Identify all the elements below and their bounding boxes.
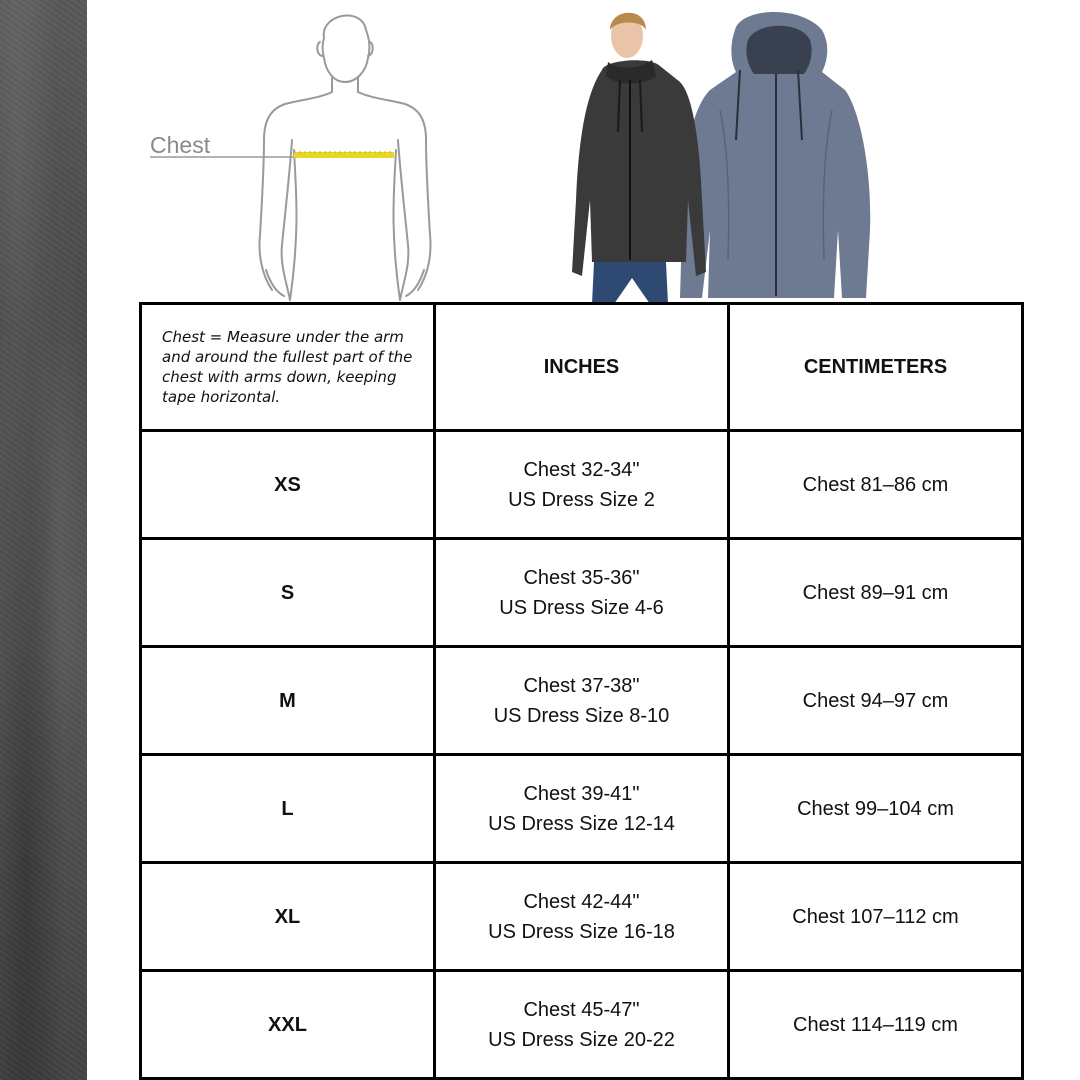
table-row-s: [141, 539, 1023, 647]
header-centimeters: CENTIMETERS: [729, 304, 1023, 431]
size-label: L: [141, 755, 435, 863]
chest-inches: Chest 42-44": [523, 890, 640, 913]
table-row-xs: [141, 431, 1023, 539]
table-row-m: [141, 647, 1023, 755]
centimeters-cell: Chest 94–97 cm: [729, 647, 1023, 755]
dress-size: US Dress Size 2: [508, 488, 655, 511]
size-label: XL: [141, 863, 435, 971]
centimeters-cell: Chest 81–86 cm: [729, 431, 1023, 539]
inches-cell: [435, 971, 729, 1079]
chest-inches: Chest 45-47": [523, 998, 640, 1021]
dress-size: US Dress Size 12-14: [488, 812, 675, 835]
hoodie-product-image: [560, 0, 890, 305]
inches-cell: [435, 539, 729, 647]
dress-size: US Dress Size 4-6: [499, 596, 664, 619]
inches-cell: [435, 431, 729, 539]
chest-label: Chest: [150, 132, 211, 158]
centimeters-cell: Chest 114–119 cm: [729, 971, 1023, 1079]
table-row-xl: [141, 863, 1023, 971]
chest-inches: Chest 37-38": [523, 674, 640, 697]
textured-side-panel: [0, 0, 87, 1080]
dress-size: US Dress Size 20-22: [488, 1028, 675, 1051]
blue-hoodie: [680, 12, 870, 298]
dress-size: US Dress Size 16-18: [488, 920, 675, 943]
chest-inches: Chest 39-41": [523, 782, 640, 805]
hoodie-illustration: [560, 0, 890, 305]
size-label: M: [141, 647, 435, 755]
inches-cell: [435, 863, 729, 971]
measure-instructions: Chest = Measure under the arm and around the fullest part of the chest with arms down, keeping tape horizontal.: [141, 304, 435, 431]
header-inches: INCHES: [435, 304, 729, 431]
charcoal-hoodie-model: [572, 13, 706, 304]
table-row-xxl: [141, 971, 1023, 1079]
size-chart-table: [139, 302, 1024, 1080]
table-header-row: [141, 304, 1023, 431]
centimeters-cell: Chest 89–91 cm: [729, 539, 1023, 647]
inches-cell: [435, 647, 729, 755]
chest-inches: Chest 32-34": [523, 458, 640, 481]
measuring-tape: [294, 152, 394, 158]
size-label: S: [141, 539, 435, 647]
table-row-l: [141, 755, 1023, 863]
size-label: XXL: [141, 971, 435, 1079]
chest-inches: Chest 35-36": [523, 566, 640, 589]
size-label: XS: [141, 431, 435, 539]
centimeters-cell: Chest 107–112 cm: [729, 863, 1023, 971]
inches-cell: [435, 755, 729, 863]
centimeters-cell: Chest 99–104 cm: [729, 755, 1023, 863]
dress-size: US Dress Size 8-10: [493, 704, 670, 727]
